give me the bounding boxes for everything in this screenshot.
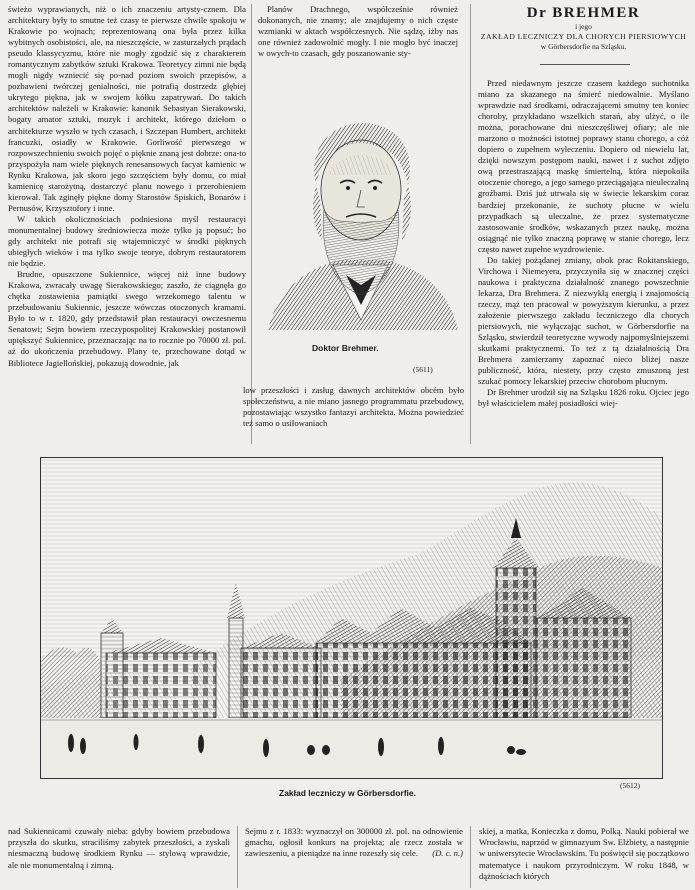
article-column-middle-top (258, 4, 458, 59)
engraving-number: (5612) (620, 781, 640, 790)
headline-rule (540, 64, 630, 65)
paragraph: W takich okolicznościach podniesiona myśl restauracyi monumentalnej budowy średniowiecza może tylko ją popsuć; bo gdy architekt nie potrafi się wtajemniczyć w środki pięknych ubiegłych wieków i ma tylko swoje teorye, dobrym restauratorem nie będzie. (8, 213, 246, 269)
paragraph: nad Sukiennicami czuwały nieba: gdyby bowiem przebudowa przyszła do skutku, straciliśmy zabytek przeszłości, a zyskali niesmaczną budowę środkiem Rynku — stylową wprawdzie, ale nie monumentalną i zimną. (8, 826, 230, 870)
paragraph: Do takiej pożądanej zmiany, obok prac Rokitanskiego, Virchowa i Niemeyera, przyczyniła się w znacznej części naukowa i praktyczna działalność znanego powszechnie lekarza, Dra Brehmera. Z niezwykłą energią i znajomością rzeczy, mąż ten pracował w powyższym kierunku, a przez założenie pierwszego zakładu leczniczego dla chorych piersiowych, nie wyłączając suchot, w Görbersdorfie na Szląsku, stwierdził teoretyczne wywody najpomyślniejszemi skutkami praktycznemi. To też z tą działalnością Dra Brehmera zamierzamy zapoznać nieco bliżej nasze publiczność, która, niestety, przy często zmuszoną jest szukać pomocy lekarskiej przeciw chorobom płucnym. (478, 254, 689, 387)
column-separator (470, 4, 471, 444)
paragraph: Dr Brehmer urodził się na Szląsku 1826 roku. Ojciec jego był właścicielem małej posiadłości wiej- (478, 387, 689, 409)
headline-title: Dr BREHMER (526, 5, 641, 21)
sanatorium-image (41, 458, 663, 779)
paragraph: low przeszłości i zasług dawnych architektów obcém było społeczeństwu, a nie miano jasnego programmatu przebudowy, pozostawiając wszystko fantazyi architekta. Można powiedzieć też samo o usiłowaniach (243, 385, 464, 429)
headline-location: w Görbersdorfie na Szląsku. (540, 42, 627, 51)
column-separator (251, 4, 252, 444)
column-separator (237, 826, 238, 888)
column-separator (470, 826, 471, 888)
sanatorium-engraving (40, 457, 663, 779)
continuation-note: (D. c. n.) (432, 848, 463, 859)
headline-line: i jego (575, 22, 592, 31)
article-headline (478, 4, 689, 52)
paragraph: Brudne, opuszczone Sukiennice, więcej niż inne budowy Krakowa, zwracały uwagę Sierakowskiego; zaszło, że ciągnęła go chętka zostawienia pamiątki swego wrzekomego talentu w przebudowaniu Sukiennic, jeszcze wówczas otoczonych kramami. Było to w r. 1820, gdy przedstawił plan restauracyi owczesnemu Senatowi; Sejm bowiem rzeczypospolitej Krakowskiej postanowił upiększyć Sukiennice, przeznaczając na to rocznie po 70000 zł. pol. aż do ukończenia przebudowy. Plany te, przechowane dotąd w Bibliotece Jagiellońskiej, pokazują dowodnie, jak (8, 269, 246, 368)
portrait-image (258, 115, 463, 330)
paragraph: Planów Drachnego, współcześnie również dokonanych, nie znamy; ale znajdujemy o nich częste wzmianki w aktach współczesnych. Nie sądzę, iżby nas one również zadowolnić mogły. I nie mogło być inaczej w owych-to czasach, gdy poszanowanie sty- (258, 4, 458, 59)
paragraph: Sejmu z r. 1833: wyznaczył on 300000 zł. pol. na odnowienie gmachu, ogłosił konkurs na projekta; ale rzecz została w zawieszeniu, a pieniądze na inne rozeszły się cele. (245, 826, 463, 859)
engraving-caption: Zakład leczniczy w Görbersdorfie. (279, 788, 416, 798)
paragraph: skiej, a matka, Konieczka z domu, Polką. Nauki pobierał we Wrocławiu, naprzód w gimnazyum Sw. Elżbiety, a następnie w uniwersytecie Wrocławskim. Tu poświęcił się początkowo matematyce i naukom przyrodniczym. W roku 1848, w dążnościach których (479, 826, 689, 881)
bottom-column-left (8, 826, 230, 871)
bottom-column-right (479, 826, 689, 882)
article-column-right (478, 78, 689, 409)
headline-subtitle: ZAKŁAD LECZNICZY DLA CHORYCH PIERSIOWYCH (480, 32, 687, 41)
bottom-column-middle (245, 826, 463, 860)
portrait-caption: Doktor Brehmer. (312, 343, 379, 353)
paragraph: świeżo wyprawianych, niż o ich znaczeniu artysty-cznem. Dla architektury były to smutne też czasy te pierwsze chwile spokoju w Krakowie po wojnach; reprezentowaną ona była przez kilka wybitnych osobistości, ale, na nieszczęście, w zasturzałych prądach pseudo klassycyzmu, które nie mogły zgodzić się z charakterem romantycznym zabytków sztuki Krakowa. Teoretycy zimni nie będą mogli nigdy wzniecić się po-nad poziom swoich przepisów, a pozbawieni twórczej genialności, nie potrafią dostrzedz głębiej ukrytego piękna, jak w swojem kółku zapatrywań. Do takich architektów należeli w Krakowie: kanonik Sebastyan Sierakowski, bogaty amator sztuki, muzyk i architekt, którego dziełom o architekturze wyszło w tych czasach, i Szczepan Humbert, architekt francuzki, osiadły w Krakowie. Gorliwość pierwszego w rozpowszechnieniu swoich pojęć o pięknie znaną jest dobrze: ona-to przyspożyła nam wiele pięknych renesansowych facyat kamienic w Rynku Krakowa, jak skoro jego szczęściem były domu, co miał kamienicę starożytną, dostarczyć planu nowego i przerobieniem kierował. Tak zginęły piękne domy Starostów Spiskich, Bonarów i Pernusów, Krzysztofory i inne. (8, 4, 246, 213)
portrait-engraving (258, 115, 463, 330)
article-column-middle-bottom (243, 385, 464, 429)
portrait-number: (5611) (413, 365, 433, 374)
paragraph: Przed niedawnym jeszcze czasem każdego suchotnika miano za skazanego na śmierć niedowalnie. Myślano wprawdzie nad środkami, odraczającemi smutny ten koniec choroby, przykładano wszelkich starań, aby ulżyć, o ile można, porachowane dni nieszczęśliwej ofiary; ale nie marzono o możności istotnej poprawy stanu chorego, a cóż dopiero o zupełnem wyleczeniu. Dopiero od niewielu lat, dzięki nowszym postępom nauki, nawet i z suchot zdjęto ową przestraszającą maskę śmiertelną, która niepokoiła otoczenie chorego, a jego samego przeciągająca nieuleczalną groźbami. Dziś już utrwala się w świecie lekarskim coraz bardziej przekonanie, że suchoty płucne w wielu przypadkach są uleczalne, że przez systematyczne zastosowanie środków, wskazanych przez naukę, można osiągnąć nie tylko znaczną poprawę w stanie chorego, lecz często nawet zupełne wyzdrowienie. (478, 78, 689, 254)
article-column-left (8, 4, 246, 369)
